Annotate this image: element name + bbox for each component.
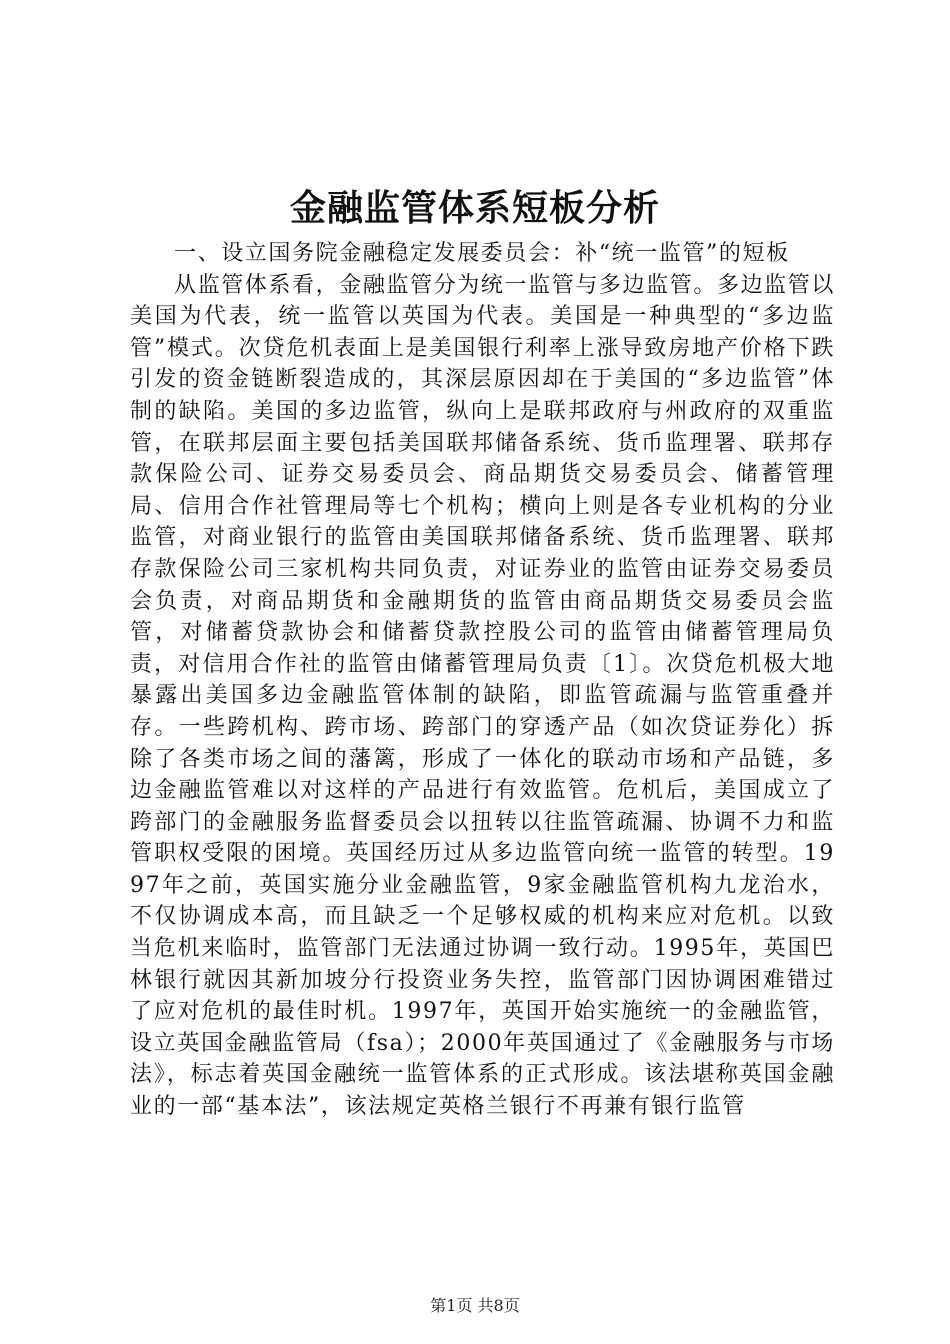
body-paragraph: 从监管体系看，金融监管分为统一监管与多边监管。多边监管以美国为代表，统一监管以英国为代表。美国是一种典型的“多边监管”模式。次贷危机表面上是美国银行利率上涨导致房地产价格下跌引发的资金链断裂造成的，其深层原因却在于美国的“多边监管”体制的缺陷。美国的多边监管，纵向上是联邦政府与州政府的双重监管，在联邦层面主要包括美国联邦储备系统、货币监理署、联邦存款保险公司、证券交易委员会、商品期货交易委员会、储蓄管理局、信用合作社管理局等七个机构；横向上则是各专业机构的分业监管，对商业银行的监管由美国联邦储备系统、货币监理署、联邦存款保险公司三家机构共同负责，对证券业的监管由证券交易委员会负责，对商品期货和金融期货的监管由商品期货交易委员会监管，对储蓄贷款协会和储蓄贷款控股公司的监管由储蓄管理局负责，对信用合作社的监管由储蓄管理局负责〔1〕。次贷危机极大地暴露出美国多边金融监管体制的缺陷，即监管疏漏与监管重叠并存。一些跨机构、跨市场、跨部门的穿透产品（如次贷证券化）拆除了各类市场之间的藩篱，形成了一体化的联动市场和产品链，多边金融监管难以对这样的产品进行有效监管。危机后，美国成立了跨部门的金融服务监督委员会以扭转以往监管疏漏、协调不力和监管职权受限的困境。英国经历过从多边监管向统一监管的转型。1997年之前，英国实施分业金融监管，9家金融监管机构九龙治水，不仅协调成本高，而且缺乏一个足够权威的机构来应对危机。以致当危机来临时，监管部门无法通过协调一致行动。1995年，英国巴林银行就因其新加坡分行投资业务失控，监管部门因协调困难错过了应对危机的最佳时机。1997年，英国开始实施统一的金融监管，设立英国金融监管局（fsa）；2000年英国通过了《金融服务与市场法》，标志着英国金融统一监管体系的正式形成。该法堪称英国金融业的一部“基本法”，该法规定英格兰银行不再兼有银行监管 xyxy=(130,272,835,1120)
page-footer: 第1页 共8页 xyxy=(430,1296,520,1315)
document-body xyxy=(130,238,835,1123)
document-title: 金融监管体系短板分析 xyxy=(289,187,660,229)
section-heading: 一、设立国务院金融稳定发展委员会：补“统一监管”的短板 xyxy=(174,241,790,266)
